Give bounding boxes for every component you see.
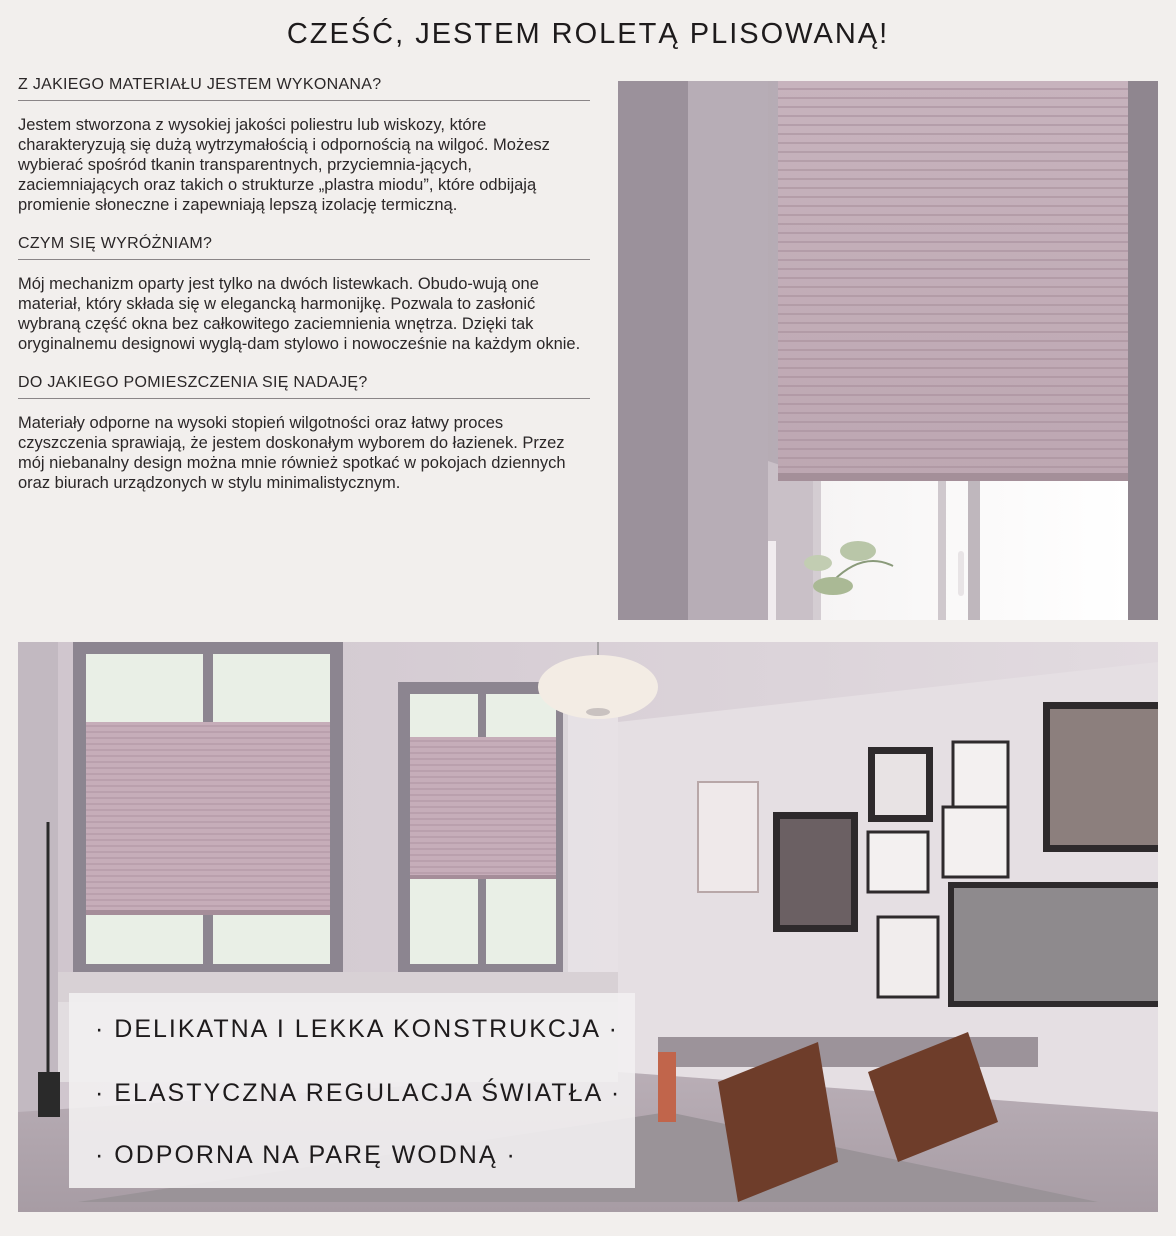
description-column (18, 76, 590, 513)
blind-closeup-illustration (618, 81, 1158, 620)
section-heading-material: Z JAKIEGO MATERIAŁU JESTEM WYKONANA? (18, 76, 590, 101)
section-body-features: Mój mechanizm oparty jest tylko na dwóch listewkach. Obudo-wują one materiał, który składa się w elegancką harmonijkę. Pozwala to zasłonić wybraną część okna bez całkowitego zaciemnienia wnętrza. Dzięki tak oryginalnemu designowi wyglą-dam stylowo i nowocześnie na każdym oknie. (18, 275, 581, 353)
living-room-photo (18, 642, 1158, 1212)
section-body-rooms: Materiały odporne na wysoki stopień wilgotności oraz łatwy proces czyszczenia sprawiają, że jestem doskonałym wyborem do łazienek. Przez mój niebanalny design można mnie również spotkać w pokojach dziennych oraz biurach urządzonych w stylu minimalistycznym. (18, 414, 566, 492)
section-heading-features: CZYM SIĘ WYRÓŻNIAM? (18, 235, 590, 260)
section-heading-rooms: DO JAKIEGO POMIESZCZENIA SIĘ NADAJĘ? (18, 374, 590, 399)
page-title: CZEŚĆ, JESTEM ROLETĄ PLISOWANĄ! (286, 18, 890, 50)
blind-closeup-photo (618, 81, 1158, 620)
feature-item-steam-resistant: · ODPORNA NA PARĘ WODNĄ · (95, 1141, 517, 1169)
section-body-material: Jestem stworzona z wysokiej jakości poliestru lub wiskozy, które charakteryzują się dużą wytrzymałością i odpornością na wilgoć. Możesz wybierać spośród tkanin transparentnych, przyciemnia-jących, zaciemniających oraz takich o strukturze „plastra miodu”, które odbijają promienie słoneczne i zapewniają lepszą izolację termiczną. (18, 116, 550, 214)
feature-item-light-regulation: · ELASTYCZNA REGULACJA ŚWIATŁA · (95, 1079, 622, 1107)
feature-item-lightweight: · DELIKATNA I LEKKA KONSTRUKCJA · (95, 1015, 619, 1043)
features-panel (69, 993, 635, 1188)
